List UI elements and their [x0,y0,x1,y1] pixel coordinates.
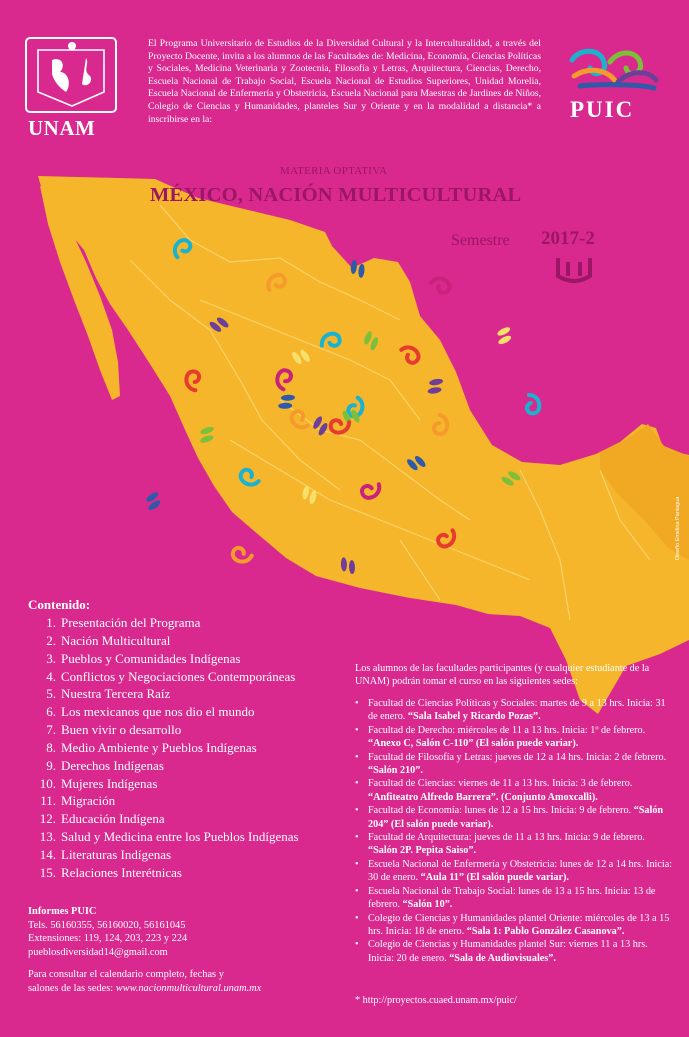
swirl-icon [430,274,452,295]
list-item: 6. Los mexicanos que nos dio el mundo [46,704,255,720]
semester-label: Semestre [451,232,510,249]
list-item: • Facultad de Ciencias: viernes de 11 a 13 hrs. Inicia: 3 de febrero. “Anfiteatro Alfredo Barrera”. (Conjunto Amoxcalli). [355,778,633,803]
list-item: 3. Pueblos y Comunidades Indígenas [46,650,241,666]
semester-value: 2017-2 [541,228,595,249]
design-credit: Diseño Emelina Paniagua [675,496,681,560]
footprint-icon [494,326,516,346]
footprint-icon [142,491,164,512]
list-item: • Facultad de Arquitectura: jueves de 11 a 13 hrs. Inicia: 9 de febrero. “Salón 2P. Pepita Saiso”. [355,832,645,857]
list-item: 1. Presentación del Programa [46,615,201,630]
info-phones: Tels. 56160355, 56160020, 56161045 [28,919,186,931]
list-item: • Colegio de Ciencias y Humanidades plantel Oriente: miércoles de 13 a 15 hrs. Inicia: 18 de enero. “Sala 1: Pablo González Casanova”. [355,912,670,937]
swirl-icon [527,395,540,414]
list-item: • Facultad de Ciencias Políticas y Sociales: martes de 9 a 13 hrs. Inicia: 31 de enero. “Sala Isabel y Ricardo Pozas”. [355,698,666,723]
contents-heading: Contenido: [28,597,91,612]
course-kicker: MATERIA OPTATIVA [280,165,388,177]
consult-line-2: salones de las sedes: [28,982,114,994]
info-email[interactable]: pueblosdiversidad14@gmail.com [28,946,168,958]
list-item: 5. Nuestra Tercera Raíz [46,686,171,702]
venues-intro: Los alumnos de las facultades participantes (y cualquier estudiante de la UNAM) podrán tomar el curso en las siguientes sedes: [355,663,650,688]
list-item: 11. Migración [40,793,116,809]
distance-url-link[interactable]: * http://proyectos.cuaed.unam.mx/puic/ [355,995,517,1006]
list-item: 14. Literaturas Indígenas [39,846,172,862]
list-item: 4. Conflictos y Negociaciones Contemporáneas [46,668,296,684]
course-title: MÉXICO, NACIÓN MULTICULTURAL [150,184,522,206]
puic-label: PUIC [570,97,635,122]
unam-label: UNAM [28,116,96,140]
list-item: • Colegio de Ciencias y Humanidades plantel Sur: viernes 11 a 13 hrs. Inicia: 20 de enero. “Sala de Audiovisuales”. [355,939,648,964]
intro-paragraph: El Programa Universitario de Estudios de la Diversidad Cultural y la Interculturalidad, a través del Proyecto Docente, invita a los alumnos de las Facultades de: Medicina, Economía, Ciencias Políticas y Sociales, Medicina Veterinaria y Zootecnia, Filosofía y Letras, Arquitectura, Ciencias, Derecho, Escuela Nacional de Trabajo Social, Escuela Nacional de Estudios Superiores, Unidad Morelia, Escuela Nacional de Enfermería y Obstetricia, Escuela Nacional para Maestras de Jardines de Niños, Colegio de Ciencias y Humanidades, planteles Sur y Oriente y en la modalidad a distancia* a inscribirse en la: [148,38,541,125]
list-item: 2. Nación Multicultural [46,632,171,648]
swirl-icon [231,546,253,565]
venues-list [355,697,673,965]
puic-logo [572,51,656,88]
consult-url-link[interactable]: www.nacionmulticultural.unam.mx [115,982,262,994]
contents-list [30,614,299,882]
list-item: • Facultad de Filosofía y Letras: jueves de 12 a 14 hrs. Inicia: 2 de febrero. “Salón 210”. [355,751,667,777]
list-item: 9. Derechos Indígenas [46,757,164,773]
list-item: 13. Salud y Medicina entre los Pueblos Indígenas [39,829,299,845]
info-extensions: Extensiones: 119, 124, 203, 223 y 224 [28,933,188,945]
list-item: 12. Educación Indígena [39,811,165,827]
list-item: 8. Medio Ambiente y Pueblos Indígenas [46,739,257,755]
consult-line-1: Para consultar el calendario completo, fechas y [28,969,224,980]
list-item: 7. Buen vivir o desarrollo [46,722,182,738]
list-item: • Facultad de Derecho: miércoles de 11 a 13 hrs. Inicia: 1º de febrero. “Anexo C, Salón C-110” (El salón puede variar). [355,724,646,750]
info-block [28,905,187,959]
unam-seal-logo [26,38,116,112]
list-item: 10. Mujeres Indígenas [39,775,158,791]
list-item: • Escuela Nacional de Enfermería y Obstetricia: lunes de 12 a 14 hrs. Inicia: 30 de enero. “Aula 11” (El salón puede variar). [355,858,673,884]
info-heading: Informes PUIC [28,906,97,917]
consult-block [28,968,261,995]
list-item: • Escuela Nacional de Trabajo Social: lunes de 13 a 15 hrs. Inicia: 13 de febrero. “Salón 10”. [355,885,656,911]
pumas-logo [558,258,590,281]
list-item: • Facultad de Economía: lunes de 12 a 15 hrs. Inicia: 9 de febrero. “Salón 204” (El salón puede variar). [355,805,664,830]
list-item: 15. Relaciones Interétnicas [39,864,182,880]
